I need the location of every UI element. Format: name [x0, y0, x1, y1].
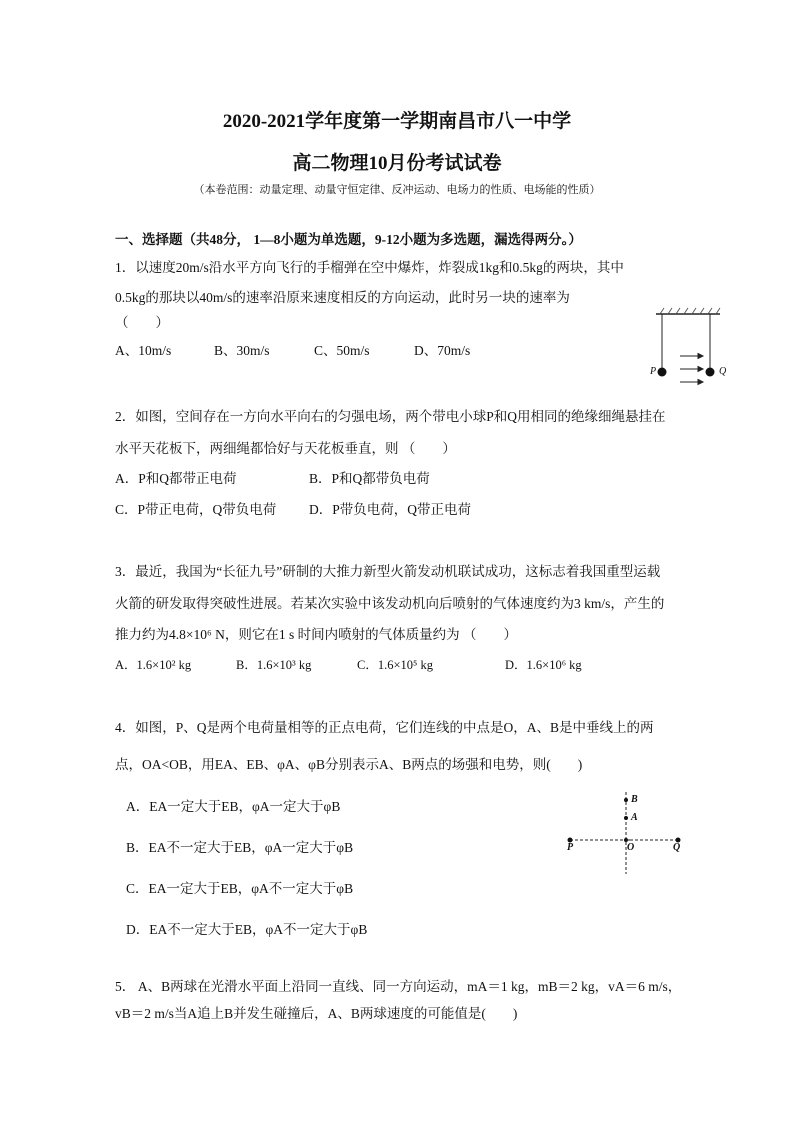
q4-line2: 点，OA<OB，用EA、EB、φA、φB分别表示A、B两点的场强和电势，则( ) [115, 757, 583, 772]
q2-option-b: B．P和Q都带负电荷 [309, 471, 430, 486]
q1-option-c: C、50m/s [314, 343, 370, 358]
q1-line3: （ ） [115, 315, 169, 330]
q4-option-d: D．EA不一定大于EB，φA不一定大于φB [126, 922, 368, 937]
q3-option-c: C．1.6×10⁵ kg [357, 658, 433, 672]
q1-line2: 0.5kg的那块以40m/s的速率沿原来速度相反的方向运动，此时另一块的速率为 [115, 290, 570, 305]
exam-title: 2020-2021学年度第一学期南昌市八一中学 [222, 111, 572, 132]
q4-line1: 4．如图，P、Q是两个电荷量相等的正点电荷，它们连线的中点是O，A、B是中垂线上的两 [115, 720, 654, 735]
q4-fig-label-o: O [627, 842, 635, 853]
section-heading: 一、选择题（共48分， 1—8小题为单选题，9-12小题为多选题，漏选得两分。） [115, 232, 582, 247]
q3-option-b: B．1.6×10³ kg [236, 658, 312, 672]
q4-fig-label-a: A [631, 812, 638, 823]
q1-option-a: A、10m/s [115, 343, 172, 358]
q2-line1: 2．如图，空间存在一方向水平向右的匀强电场，两个带电小球P和Q用相同的绝缘细绳悬挂在 [115, 409, 666, 424]
q4-figure [560, 790, 700, 878]
q3-line1: 3．最近，我国为“长征九号”研制的大推力新型火箭发动机联试成功，这标志着我国重型运载 [115, 564, 661, 579]
q2-option-d: D．P带负电荷，Q带正电荷 [309, 502, 472, 517]
q4-option-b: B．EA不一定大于EB，φA一定大于φB [126, 840, 354, 855]
q5-line2: vB＝2 m/s当A追上B并发生碰撞后，A、B两球速度的可能值是( ) [115, 1006, 518, 1021]
q2-option-c: C．P带正电荷，Q带负电荷 [115, 502, 277, 517]
q1-line1: 1．以速度20m/s沿水平方向飞行的手榴弹在空中爆炸，炸裂成1kg和0.5kg的两块，其中 [115, 260, 624, 275]
q2-fig-label-q: Q [719, 366, 727, 377]
point-b-dot [624, 798, 628, 802]
q3-option-a: A．1.6×10² kg [115, 658, 192, 672]
q4-fig-label-p: P [567, 842, 574, 853]
ball-q [706, 368, 715, 377]
q4-fig-label-b: B [631, 794, 638, 805]
q2-option-a: A．P和Q都带正电荷 [115, 471, 237, 486]
exam-scope: （本卷范围：动量定理、动量守恒定律、反冲运动、电场力的性质、电场能的性质） [193, 183, 601, 196]
q2-line2: 水平天花板下，两细绳都恰好与天花板垂直，则 （ ） [115, 441, 456, 456]
q3-option-d: D．1.6×10⁶ kg [505, 658, 582, 672]
q4-option-c: C．EA一定大于EB，φA不一定大于φB [126, 881, 354, 896]
q3-line2: 火箭的研发取得突破性进展。若某次实验中该发动机向后喷射的气体速度约为3 km/s，产生的 [115, 596, 665, 611]
q1-option-b: B、30m/s [214, 343, 270, 358]
q4-fig-label-q: Q [673, 842, 681, 853]
q1-option-d: D、70m/s [414, 343, 471, 358]
exam-subtitle: 高二物理10月份考试试卷 [292, 153, 502, 174]
q3-line3: 推力约为4.8×10⁶ N，则它在1 s 时间内喷射的气体质量约为 （ ） [115, 627, 517, 642]
ball-p [658, 368, 667, 377]
point-a-dot [624, 816, 628, 820]
q5-line1: 5． A、B两球在光滑水平面上沿同一直线、同一方向运动，mA＝1 kg，mB＝2 kg，vA＝6 m/s， [115, 979, 682, 994]
q2-fig-label-p: P [650, 366, 657, 377]
q4-option-a: A．EA一定大于EB，φA一定大于φB [126, 799, 341, 814]
